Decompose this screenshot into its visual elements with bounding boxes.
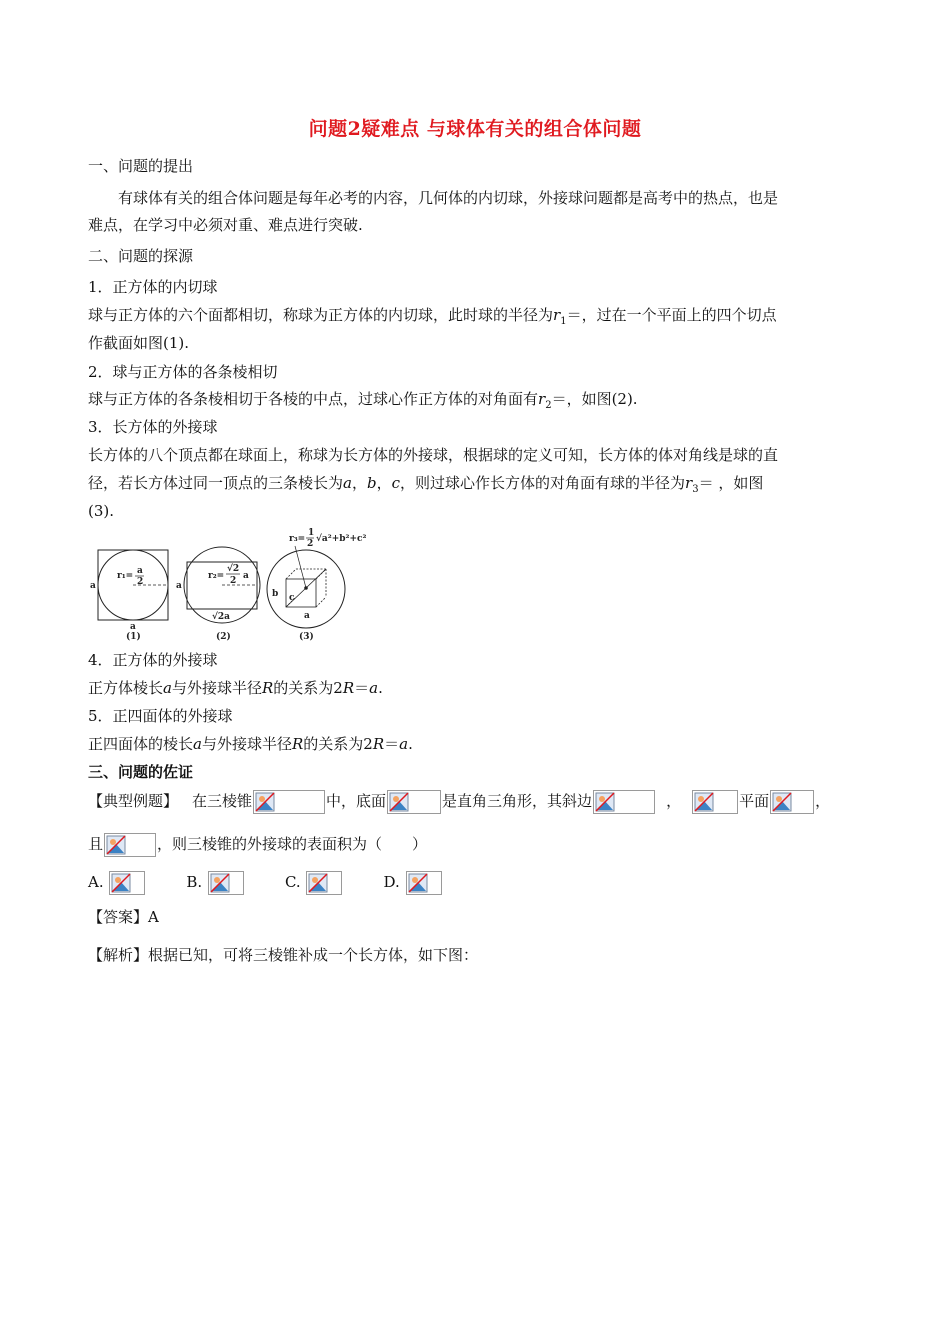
fig1-r1-den: 2 <box>137 577 144 587</box>
item-1-line-1: 球与正方体的六个面都相切，称球为正方体的内切球，此时球的半径为$r_1=$，过在一个平面上的四个切点 <box>88 306 777 327</box>
fig1-label-a-left: a <box>90 581 96 591</box>
fig3-box-edge-3 <box>316 597 326 607</box>
item-4-title: 4．正方体的外接球 <box>88 651 218 669</box>
example-line-1: 【典型例题】 在三棱锥 中，底面 是直角三角形，其斜边 ， 平面 ， <box>88 790 830 814</box>
item-3-line-3: (3). <box>88 502 115 520</box>
fig2-r2-num: √2 <box>227 564 240 574</box>
fig2-label-r2-a: a <box>243 571 249 581</box>
broken-image-icon <box>208 871 244 895</box>
item-5-line-1: 正四面体的棱长a与外接球半径R的关系为2R＝a. <box>88 735 413 753</box>
item-3-line-2: 径，若长方体过同一顶点的三条棱长为a，b，c，则过球心作长方体的对角面有球的半径为$r_3=$ ，如图 <box>88 474 764 495</box>
fig1-label-a-bottom: a <box>130 622 136 632</box>
fig3-label-r3: r₃= <box>289 534 306 544</box>
section-1-paragraph-line-1: 有球体有关的组合体问题是每年必考的内容，几何体的内切球，外接球问题都是高考中的热点，也是 <box>118 189 779 207</box>
example-label: 【典型例题】 <box>88 792 179 810</box>
fig2-r2-den: 2 <box>230 576 237 586</box>
sphere-figure <box>92 527 367 643</box>
item-1-title: 1．正方体的内切球 <box>88 278 218 296</box>
item-5-title: 5．正四面体的外接球 <box>88 707 233 725</box>
fig3-pointer <box>295 546 306 588</box>
options-row <box>88 871 483 895</box>
broken-image-icon <box>109 871 145 895</box>
fig3-r3-den: 2 <box>307 539 314 549</box>
fig3-box-edge-1 <box>286 569 296 579</box>
fig3-label-c: c <box>289 593 295 603</box>
fig3-label-b: b <box>272 589 279 599</box>
fig3-r3-expr: √a²+b²+c² <box>316 534 367 544</box>
page-title: 问题2疑难点 与球体有关的组合体问题 <box>308 118 642 140</box>
broken-image-icon <box>253 790 325 814</box>
fig1-caption: (1) <box>126 632 141 642</box>
fig1-r1-num: a <box>137 566 143 576</box>
item-1-line-2: 作截面如图(1). <box>88 334 190 352</box>
broken-image-icon <box>770 790 814 814</box>
fig3-r3-num: 1 <box>308 528 315 538</box>
section-2-heading: 二、问题的探源 <box>88 247 194 265</box>
item-4-line-1: 正方体棱长a与外接球半径R的关系为2R＝a. <box>88 679 383 697</box>
broken-image-icon <box>104 833 156 857</box>
broken-image-icon <box>593 790 655 814</box>
example-line-2: 且 ，则三棱锥的外接球的表面积为（ ） <box>88 833 427 857</box>
item-3-line-1: 长方体的八个顶点都在球面上，称球为长方体的外接球，根据球的定义可知，长方体的体对角线是球的直 <box>88 446 779 464</box>
answer-line: 【答案】A <box>88 908 159 926</box>
option-a: A. <box>88 871 146 895</box>
fig2-label-a-left: a <box>176 581 182 591</box>
fig3-caption: (3) <box>299 632 314 642</box>
option-d: D. <box>383 871 442 895</box>
fig3-label-a: a <box>304 611 310 621</box>
broken-image-icon <box>387 790 441 814</box>
section-1-paragraph-line-2: 难点，在学习中必须对重、难点进行突破. <box>88 216 363 234</box>
analysis-line: 【解析】根据已知，可将三棱锥补成一个长方体，如下图： <box>88 946 479 964</box>
fig2-label-r2: r₂= <box>208 571 225 581</box>
fig2-rect <box>187 562 257 609</box>
broken-image-icon <box>692 790 738 814</box>
option-b: B. <box>186 871 245 895</box>
broken-image-icon <box>306 871 342 895</box>
section-3-heading: 三、问题的佐证 <box>88 763 194 781</box>
item-2-line-1: 球与正方体的各条棱相切于各棱的中点，过球心作正方体的对角面有$r_2=$，如图(2). <box>88 390 638 411</box>
section-1-heading: 一、问题的提出 <box>88 157 194 175</box>
fig2-label-sqrt2a: √2a <box>212 612 231 622</box>
broken-image-icon <box>406 871 442 895</box>
item-3-title: 3．长方体的外接球 <box>88 418 218 436</box>
option-c: C. <box>285 871 344 895</box>
fig1-label-r1: r₁= <box>117 571 134 581</box>
fig2-caption: (2) <box>216 632 231 642</box>
item-2-title: 2．球与正方体的各条棱相切 <box>88 363 278 381</box>
